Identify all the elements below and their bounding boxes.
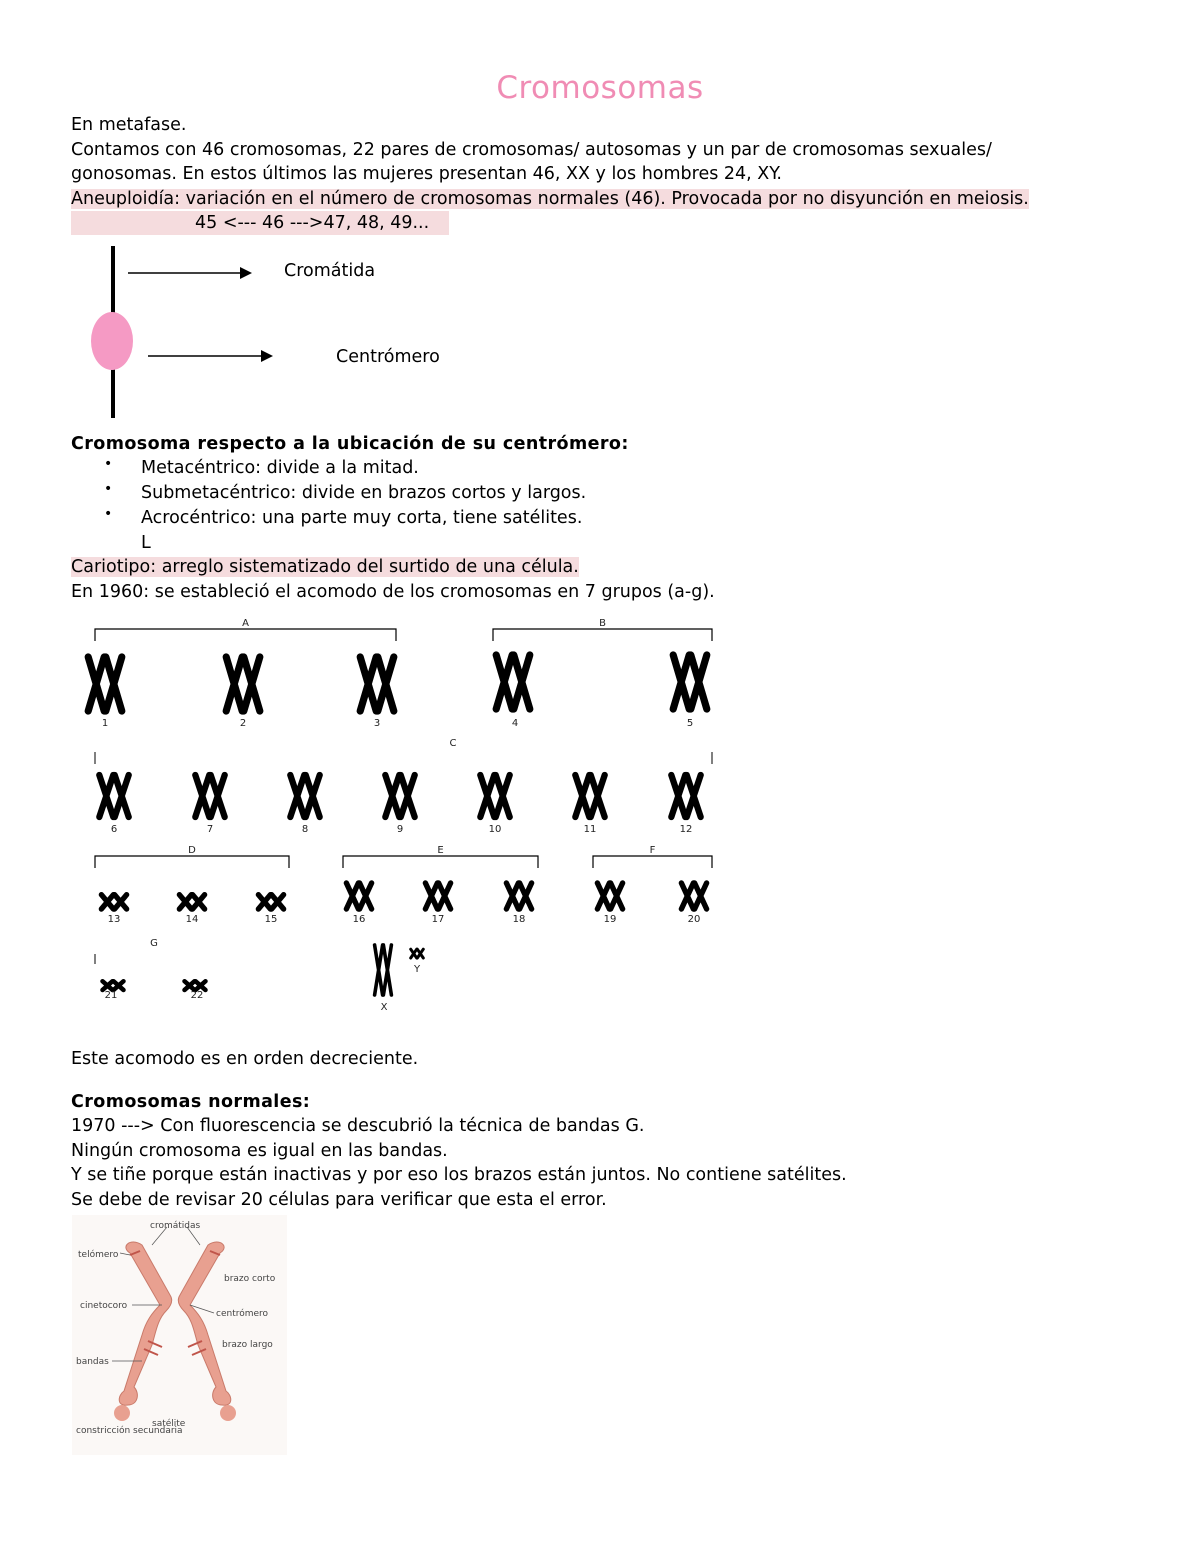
chromosome-9-chromatid [401, 775, 415, 817]
chromosome-number-3: 3 [373, 718, 381, 729]
chromosome-number-5: 5 [686, 718, 694, 729]
chromosome-10-chromatid [496, 775, 510, 817]
chromosome-label-x: X [380, 1002, 388, 1013]
chromosome-number-9: 9 [396, 824, 404, 835]
cariotipo-definition [71, 555, 579, 579]
chromosome-15-chromatid [258, 895, 270, 909]
label-cromatidas: cromátidas [150, 1221, 201, 1231]
chromosome-6-chromatid [115, 775, 129, 817]
chromosome-3-chromatid [378, 657, 394, 711]
chromosome-number-12: 12 [679, 824, 693, 835]
chromosome-number-13: 13 [107, 914, 121, 925]
chromosome-20-chromatid [681, 883, 693, 909]
chromosome-7-chromatid [211, 775, 225, 817]
chromosome-number-20: 20 [687, 914, 701, 925]
group-e-label: E [437, 845, 444, 856]
bullet-marker-3: • [104, 506, 113, 522]
chromosome-6-chromatid [99, 775, 113, 817]
group-a-bracket [95, 629, 396, 641]
chromosome-9-chromatid [385, 775, 399, 817]
chromosome-13-chromatid [101, 895, 113, 909]
aneuploidia-text: Aneuploidía: variación en el número de cromosomas normales (46). Provocada por no disyunción en meiosis. [71, 189, 1029, 209]
chromosome-22-chromatid [185, 981, 195, 990]
centromero-heading: Cromosoma respecto a la ubicación de su centrómero: [71, 434, 629, 454]
karyotype-figure [80, 610, 730, 1020]
group-d-label: D [188, 845, 196, 856]
chromosome-number-18: 18 [512, 914, 526, 925]
chromosome-x-chromatid [383, 945, 391, 995]
chromosome-4-chromatid [514, 655, 530, 709]
satellite-right [220, 1405, 236, 1421]
cariotipo-text: Cariotipo: arreglo sistematizado del surtido de una célula. [71, 557, 579, 577]
label-cinetocoro: cinetocoro [80, 1301, 128, 1311]
intro-line-2: Contamos con 46 cromosomas, 22 pares de cromosomas/ autosomas y un par de cromosomas sexuales/ [71, 140, 992, 160]
intro-line-3: gonosomas. En estos últimos las mujeres presentan 46, XX y los hombres 24, XY. [71, 164, 782, 184]
chromosome-11-chromatid [575, 775, 589, 817]
chromosome-17-chromatid [439, 883, 451, 909]
chromosome-y-chromatid [417, 949, 423, 958]
chromosome-10-chromatid [480, 775, 494, 817]
label-satelite: satélite [152, 1419, 186, 1429]
cariotipo-history: En 1960: se estableció el acomodo de los cromosomas en 7 grupos (a-g). [71, 582, 715, 602]
chromatid-diagram [80, 240, 280, 425]
normales-line-3: Y se tiñe porque están inactivas y por eso los brazos están juntos. No contiene satélites. [71, 1165, 847, 1185]
chromosome-1-chromatid [106, 657, 122, 711]
chromosome-number-6: 6 [110, 824, 118, 835]
chromosome-number-19: 19 [603, 914, 617, 925]
chromosome-16-chromatid [360, 883, 372, 909]
group-c-label: C [449, 738, 457, 749]
chromosome-y-chromatid [411, 949, 417, 958]
label-telomero: telómero [78, 1250, 119, 1260]
cromatida-arrowhead [240, 267, 252, 279]
label-brazo-corto [224, 1274, 276, 1284]
bullet-metacentrico: Metacéntrico: divide a la mitad. [141, 458, 419, 478]
normales-heading: Cromosomas normales: [71, 1092, 311, 1112]
chromosome-14-chromatid [179, 895, 191, 909]
chromosome-label-y: Y [413, 964, 421, 975]
group-b-label: B [599, 618, 606, 629]
group-b-bracket [493, 629, 712, 641]
chromosome-15-chromatid [272, 895, 284, 909]
chromosome-number-22: 22 [190, 990, 204, 1001]
chromosome-number-2: 2 [239, 718, 247, 729]
cromatida-label: Cromátida [284, 261, 376, 281]
chromosome-number-17: 17 [431, 914, 445, 925]
group-f-bracket [593, 856, 712, 868]
chromosome-17-chromatid [425, 883, 437, 909]
chromosome-19-chromatid [611, 883, 623, 909]
chromosome-number-10: 10 [488, 824, 502, 835]
intro-line-1: En metafase. [71, 115, 187, 135]
chromosome-12-chromatid [671, 775, 685, 817]
chromosome-13-chromatid [115, 895, 127, 909]
chromosome-x-chromatid [375, 945, 383, 995]
page-title: Cromosomas [496, 70, 704, 106]
group-a-label: A [242, 618, 249, 629]
chromosome-2-chromatid [244, 657, 260, 711]
label-constriccion: constricción secundaria [76, 1426, 183, 1436]
chromosome-21-chromatid [103, 981, 113, 990]
chromosome-2-chromatid [226, 657, 242, 711]
normales-line-4: Se debe de revisar 20 células para verificar que esta el error. [71, 1190, 607, 1210]
centromero-arrowhead [261, 350, 273, 362]
group-f-label: F [649, 845, 656, 856]
chromosome-number-11: 11 [583, 824, 597, 835]
chromosome-16-chromatid [346, 883, 358, 909]
chromosome-5-chromatid [673, 655, 689, 709]
trailing-letter: L [141, 533, 151, 553]
label-bandas: bandas [76, 1357, 109, 1367]
bullet-marker-2: • [104, 481, 113, 497]
aneuploidia-definition [71, 187, 1029, 211]
chromosome-19-chromatid [597, 883, 609, 909]
bullet-marker-1: • [104, 456, 113, 472]
chromosome-number-21: 21 [104, 990, 118, 1001]
orden-decreciente-text: Este acomodo es en orden decreciente. [71, 1049, 419, 1069]
label-brazo-corto-text: brazo corto [224, 1274, 276, 1284]
satellite-left [114, 1405, 130, 1421]
centromero-label: Centrómero [336, 347, 440, 367]
chromosome-5-chromatid [691, 655, 707, 709]
chromosome-number-16: 16 [352, 914, 366, 925]
chromosome-structure-diagram [72, 1215, 287, 1455]
chromosome-12-chromatid [687, 775, 701, 817]
chromosome-4-chromatid [496, 655, 512, 709]
chromosome-1-chromatid [88, 657, 104, 711]
group-d-bracket [95, 856, 289, 868]
normales-line-1: 1970 ---> Con fluorescencia se descubrió la técnica de bandas G. [71, 1116, 645, 1136]
label-centromero: centrómero [216, 1309, 269, 1319]
aneuploidia-range: 45 <--- 46 --->47, 48, 49... [71, 211, 449, 235]
chromosome-number-4: 4 [511, 718, 519, 729]
chromosome-18-chromatid [506, 883, 518, 909]
chromosome-11-chromatid [591, 775, 605, 817]
label-brazo-largo: brazo largo [222, 1340, 273, 1350]
chromosome-8-chromatid [290, 775, 304, 817]
chromosome-number-15: 15 [264, 914, 278, 925]
normales-line-2: Ningún cromosoma es igual en las bandas. [71, 1141, 448, 1161]
group-g-label: G [150, 938, 158, 949]
chromosome-number-14: 14 [185, 914, 199, 925]
chromosome-number-8: 8 [301, 824, 309, 835]
chromosome-14-chromatid [193, 895, 205, 909]
chromosome-7-chromatid [195, 775, 209, 817]
chromosome-21-chromatid [114, 981, 124, 990]
chromosome-22-chromatid [196, 981, 206, 990]
chromosome-3-chromatid [360, 657, 376, 711]
chromosome-number-1: 1 [101, 718, 109, 729]
chromosome-8-chromatid [306, 775, 320, 817]
chromosome-18-chromatid [520, 883, 532, 909]
bullet-submetacentrico: Submetacéntrico: divide en brazos cortos y largos. [141, 483, 587, 503]
chromosome-20-chromatid [695, 883, 707, 909]
group-e-bracket [343, 856, 538, 868]
bullet-acrocentrico: Acrocéntrico: una parte muy corta, tiene satélites. [141, 508, 583, 528]
chromosome-number-7: 7 [206, 824, 214, 835]
centromere-shape [91, 312, 133, 370]
